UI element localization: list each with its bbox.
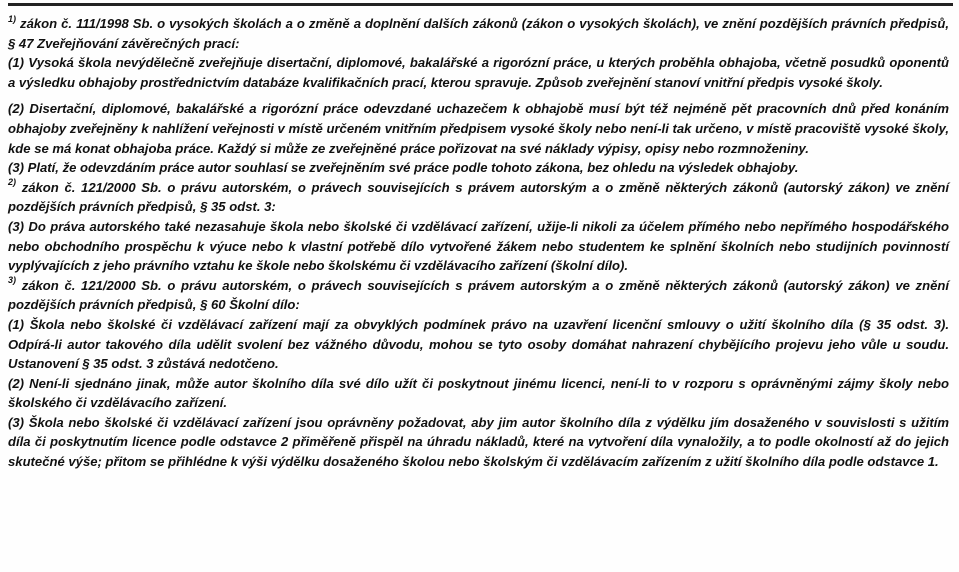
footnote-3-paragraph-2: (2) Není-li sjednáno jinak, může autor školního díla své dílo užít či poskytnout jinému licenci, není-li to v rozporu s oprávněnými zájmy školy nebo školského či vzdělávacího zařízení. bbox=[8, 375, 949, 411]
footnote-2-citation: zákon č. 121/2000 Sb. o právu autorském, o právech souvisejících s právem autorským a o změně některých zákonů (autorský zákon) ve znění pozdějších právních předpisů, § 35 odst. 3: bbox=[8, 179, 950, 215]
footnote-1-citation: zákon č. 111/1998 Sb. o vysokých školách a o změně a doplnění dalších zákonů (zákon o vysokých školách), ve znění pozdějších právních předpisů, § 47 Zveřejňování závěrečných prací: bbox=[8, 16, 949, 51]
top-divider bbox=[8, 3, 953, 6]
footnote-3-paragraph-1: (1) Škola nebo školské či vzdělávací zařízení mají za obvyklých podmínek právo na uzavření licenční smlouvy o užití školního díla (§ 35 odst. 3). Odpírá-li autor takového díla udělit svolení bez vážného důvodu, mohou se tyto osoby domáhat nahrazení chybějícího projevu jeho vůle u soudu. Ustanovení § 35 odst. 3 zůstává nedotčeno. bbox=[8, 316, 949, 372]
footnote-2-paragraph-1: (3) Do práva autorského také nezasahuje škola nebo školské či vzdělávací zařízení, užije-li nikoli za účelem přímého nebo nepřímého hospodářského nebo obchodního prospěchu k výuce nebo k vlastní potřebě dílo vytvořené žákem nebo studentem ke splnění školních nebo studijních povinností vyplývajících z jeho právního vztahu ke škole nebo školskému či vzdělávacího zařízení (školní dílo). bbox=[8, 218, 949, 274]
footnote-1-paragraph-3: (3) Platí, že odevzdáním práce autor souhlasí se zveřejněním své práce podle tohoto zákona, bez ohledu na výsledek obhajoby. bbox=[8, 160, 799, 176]
footnote-2-marker: 2) bbox=[8, 177, 17, 188]
footnote-3-paragraph-3: (3) Škola nebo školské či vzdělávací zařízení jsou oprávněny požadovat, aby jim autor školního díla z výdělku jím dosaženého v souvislosti s užitím díla či poskytnutím licence podle odstavce 2 přiměřeně přispěl na úhradu nákladů, které na vytvoření díla vynaložily, a to podle okolností až do jejich skutečné výše; přitom se přihlédne k výši výdělku dosaženého školou nebo školským či vzdělávacím zařízením z užití školního díla podle odstavce 1. bbox=[8, 414, 949, 470]
footnote-3-reference bbox=[8, 276, 949, 315]
footnote-2-reference bbox=[8, 178, 949, 217]
footnotes-block bbox=[8, 14, 949, 472]
footnote-1-paragraph-1: (1) Vysoká škola nevýdělečně zveřejňuje disertační, diplomové, bakalářské a rigorózní práce, u kterých proběhla obhajoba, včetně posudků oponentů a výsledku obhajoby prostřednictvím databáze kvalifikačních prací, kterou spravuje. Způsob zveřejnění stanoví vnitřní předpis vysoké školy. bbox=[8, 55, 949, 90]
footnote-1-marker: 1) bbox=[8, 13, 17, 24]
footnote-1-paragraph-2: (2) Disertační, diplomové, bakalářské a rigorózní práce odevzdané uchazečem k obhajobě musí být též nejméně pět pracovních dnů před konáním obhajoby zveřejněny k nahlížení veřejnosti v místě určeném vnitřním předpisem vysoké školy nebo není-li tak určeno, v místě pracoviště vysoké školy, kde se má konat obhajoba práce. Každý si může ze zveřejněné práce pořizovat na své náklady výpisy, opisy nebo rozmnoženiny. bbox=[8, 101, 949, 156]
footnote-3-marker: 3) bbox=[8, 275, 17, 286]
footnote-1-reference bbox=[8, 14, 949, 53]
footnote-3-citation: zákon č. 121/2000 Sb. o právu autorském, o právech souvisejících s právem autorským a o změně některých zákonů (autorský zákon) ve znění pozdějších právních předpisů, § 60 Školní dílo: bbox=[8, 277, 950, 313]
